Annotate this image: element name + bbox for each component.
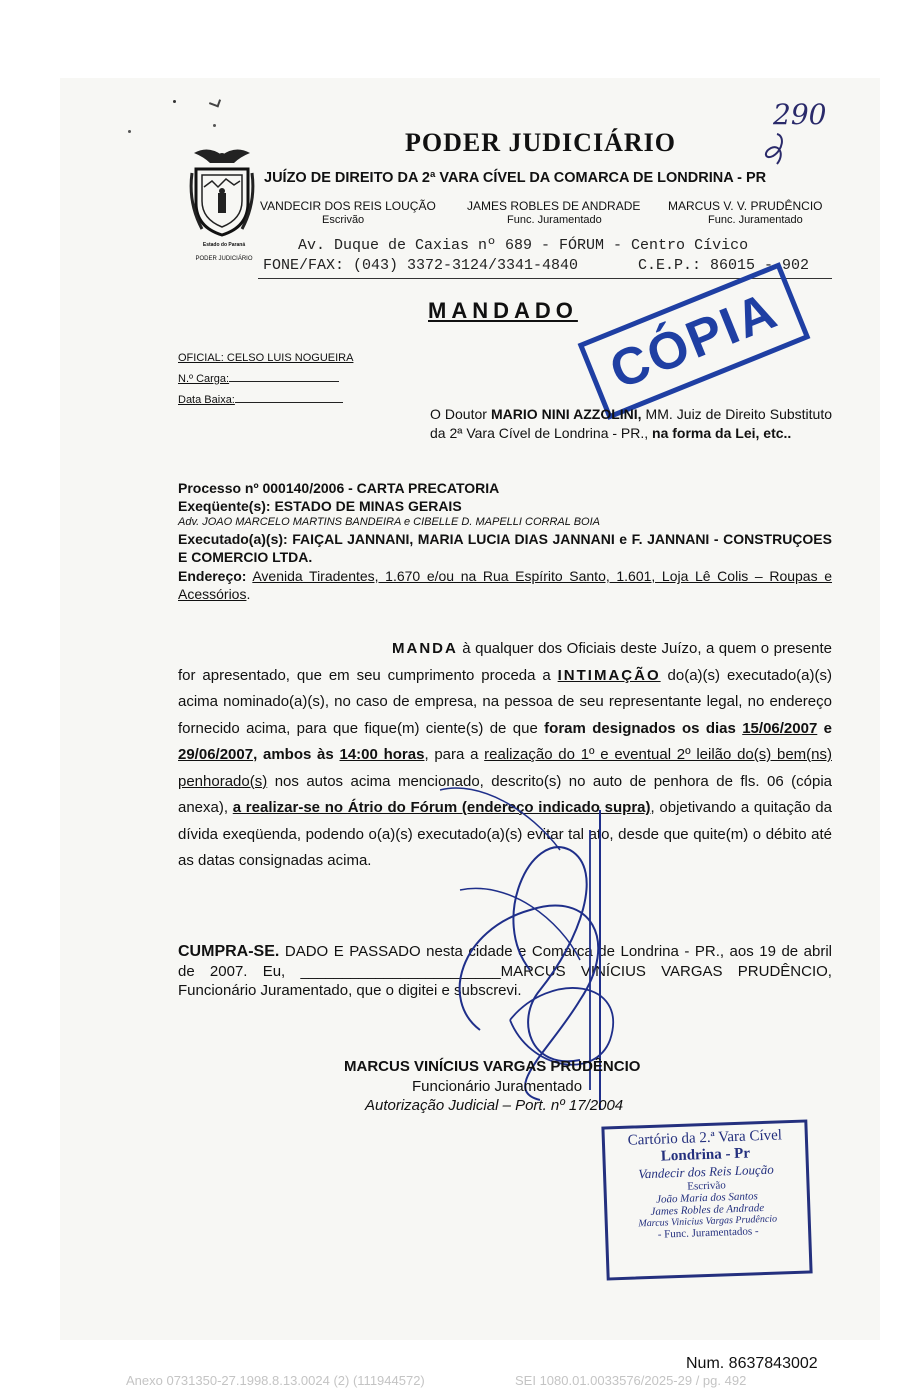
court-address: Av. Duque de Caxias nº 689 - FÓRUM - Centro Cívico [298, 237, 749, 254]
sei-reference: SEI 1080.01.0033576/2025-29 / pg. 492 [515, 1373, 747, 1388]
body-bold-e: e [817, 719, 833, 737]
address-label: Endereço: [178, 568, 247, 584]
copy-stamp-text: CÓPIA [602, 281, 786, 401]
court-phone: FONE/FAX: (043) 3372-3124/3341-4840 [263, 257, 579, 274]
cartorio-line-5: João Maria dos Santos [655, 1190, 758, 1206]
auction-date-2: 29/06/2007 [178, 746, 254, 763]
court-name: JUÍZO DE DIREITO DA 2ª VARA CÍVEL DA COMARCA DE LONDRINA - PR [264, 170, 767, 186]
signatory-name: MARCUS VINÍCIUS VARGAS PRUDÊNCIO [344, 1058, 641, 1075]
body-text-4: nos autos acima mencionado, descrito(s) no auto de penhora de fls. 06 (cópia anexa), [178, 772, 832, 816]
staff-role-1: Escrivão [322, 214, 365, 226]
cartorio-line-1: Cartório da 2.ª Vara Cível [627, 1127, 783, 1149]
staff-role-3: Func. Juramentado [708, 214, 803, 226]
staff-name-2: JAMES ROBLES DE ANDRADE [467, 199, 641, 213]
staff-role-2: Func. Juramentado [507, 214, 602, 226]
annex-reference: Anexo 0731350-27.1998.8.13.0024 (2) (111944572) [126, 1373, 425, 1388]
baixa-label: Data Baixa: [178, 394, 235, 406]
auction-description: realização do 1º e eventual 2º leilão do(s) bem(ns) penhorado(s) [178, 746, 832, 790]
cartorio-line-8: - Func. Juramentados - [657, 1225, 759, 1241]
cartorio-line-3: Vandecir dos Reis Loução [638, 1161, 774, 1182]
cartorio-stamp [601, 1119, 812, 1280]
baixa-field [178, 394, 343, 406]
judge-suffix: na forma da Lei, etc.. [652, 425, 792, 441]
lawyers: Adv. JOAO MARCELO MARTINS BANDEIRA e CIBELLE D. MAPELLI CORRAL BOIA [178, 516, 600, 528]
auction-hour: 14:00 horas [339, 746, 425, 763]
signatory-authorization: Autorização Judicial – Port. nº 17/2004 [365, 1097, 624, 1114]
court-cep: C.E.P.: 86015 - 902 [638, 257, 810, 274]
executado-label: Executado(a)(s): [178, 531, 288, 547]
judge-prefix: O Doutor [430, 406, 491, 422]
address-paragraph [178, 567, 832, 603]
scan-speck [173, 100, 176, 103]
address-value: Avenida Tiradentes, 1.670 e/ou na Rua Espírito Santo, 1.601, Loja Lê Colis – Roupas e Acessórios [178, 568, 832, 602]
handwritten-initial [755, 130, 795, 170]
document-title: MANDADO [428, 298, 578, 323]
officer-name: OFICIAL: CELSO LUIS NOGUEIRA [178, 352, 354, 364]
exequente: Exeqüente(s): ESTADO DE MINAS GERAIS [178, 498, 462, 514]
parana-coat-of-arms-icon [188, 143, 256, 248]
scan-speck [213, 124, 216, 127]
body-text-2: do(a)(s) executado(a)(s) acima nominado(a)(s), no caso de empresa, na pessoa de seu representante legal, no endereço fornecido acima, para que fique(m) ciente(s) de que [178, 666, 832, 737]
closing-text-2: MARCUS VINÍCIUS VARGAS PRUDÊNCIO, Funcionário Juramentado, que o digitei e subscrevi. [178, 962, 832, 999]
cartorio-line-6: James Robles de Andrade [650, 1202, 765, 1218]
body-text-5: , objetivando a quitação da dívida exeqüenda, podendo o(a)(s) executado(a)(s) evitar tal ato, desde que quite(m) o débito até as datas consignadas acima. [178, 799, 832, 869]
cartorio-line-2: Londrina - Pr [660, 1145, 751, 1165]
carga-field [178, 373, 339, 385]
body-bold-2: , ambos às [253, 746, 340, 763]
closing-blank-line: ________________________ [300, 962, 501, 980]
header-title: PODER JUDICIÁRIO [405, 128, 676, 157]
manda-keyword: MANDA [392, 640, 458, 657]
closing-text-1: DADO E PASSADO nesta cidade e Comarca de Londrina - PR., aos 19 de abril de 2007. Eu, [178, 943, 832, 980]
cartorio-line-4: Escrivão [687, 1179, 726, 1193]
signatory-role: Funcionário Juramentado [412, 1078, 583, 1095]
crest-caption-state: Estado do Paraná [202, 242, 246, 248]
body-bold-1: foram designados os dias [544, 719, 743, 737]
body-text-1: à qualquer dos Oficiais deste Juízo, a quem o presente for apresentado, que em seu cumprimento proceda a [178, 640, 832, 684]
cartorio-line-7: Marcus Vinicius Vargas Prudêncio [638, 1213, 778, 1230]
scan-speck [128, 130, 131, 133]
crest-caption-judiciary: PODER JUDICIÁRIO [195, 256, 253, 262]
auction-location: a realizar-se no Átrio do Fórum (endereço indicado supra) [232, 799, 651, 816]
body-text-3: , para a [424, 746, 485, 763]
handwritten-page-number: 290 [773, 98, 827, 131]
judge-paragraph [430, 405, 832, 443]
carga-label: N.º Carga: [178, 373, 230, 385]
judge-name: MARIO NINI AZZOLINI, [490, 406, 642, 422]
intimacao-keyword: INTIMAÇÃO [557, 666, 661, 684]
executado-names: FAIÇAL JANNANI, MARIA LUCIA DIAS JANNANI e F. JANNANI - CONSTRUÇOES E COMERCIO LTDA. [178, 531, 832, 565]
address-end: . [246, 586, 251, 602]
staff-name-1: VANDECIR DOS REIS LOUÇÃO [260, 199, 436, 213]
document-number: Num. 8637843002 [686, 1355, 818, 1372]
staff-name-3: MARCUS V. V. PRUDÊNCIO [668, 199, 823, 213]
judge-role: MM. Juiz de Direito Substituto da 2ª Vara Cível de Londrina - PR., [430, 406, 832, 441]
auction-date-1: 15/06/2007 [742, 719, 818, 737]
process-number: Processo nº 000140/2006 - CARTA PRECATORIA [178, 480, 500, 496]
cumpra-se: CUMPRA-SE. [178, 943, 280, 960]
executado-paragraph [178, 530, 832, 566]
